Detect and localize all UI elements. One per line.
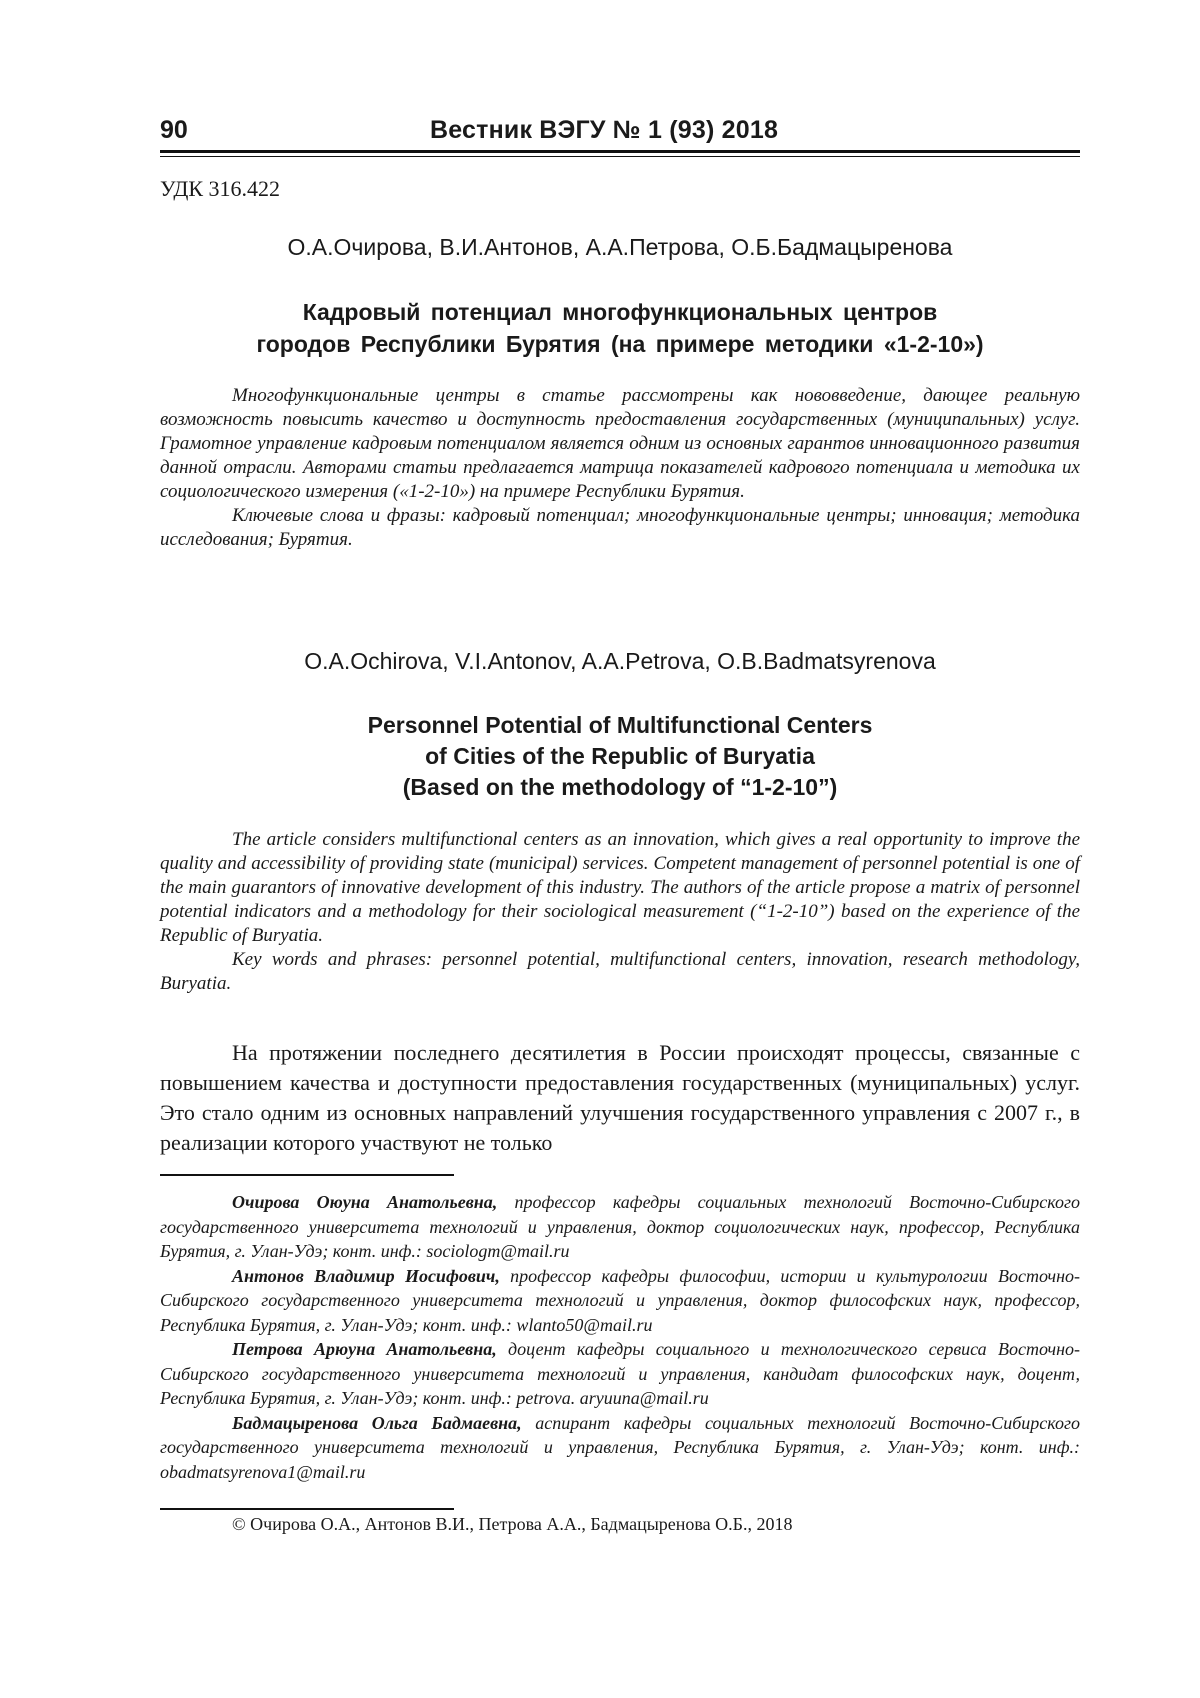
footnote-item [160, 1337, 1080, 1411]
footnote-author-name: Антонов Владимир Иосифович, [232, 1265, 500, 1286]
abstract-ru [160, 384, 1080, 552]
abstract-en-text: The article considers multifunctional centers as an innovation, which gives a real opportunity to improve the quality and accessibility of providing state (municipal) services. Competent management of personnel potential is one of the main guarantors of innovative development of this industry. The authors of the article propose a matrix of personnel potential indicators and a methodology for their sociological measurement (“1-2-10”) based on the experience of the Republic of Buryatia. [160, 829, 1080, 946]
abstract-ru-text: Многофункциональные центры в статье рассмотрены как нововведение, дающее реальную возможность повысить качество и доступность предоставления государственных (муниципальных) услуг. Грамотное управление кадровым потенциалом является одним из основных гарантов инновационного развития данной отрасли. Авторами статьи предлагается матрица показателей кадрового потенциала и методика их социологического измерения («1-2-10») на примере Республики Бурятия. [160, 385, 1080, 502]
footnote-item [160, 1411, 1080, 1485]
keywords-ru: Ключевые слова и фразы: кадровый потенциал; многофункциональные центры; инновация; методика исследования; Бурятия. [160, 505, 1080, 550]
authors-en: O.A.Ochirova, V.I.Antonov, A.A.Petrova, O.B.Badmatsyrenova [304, 648, 936, 674]
footnote-item [160, 1190, 1080, 1264]
footnote-author-info: профессор кафедры философии, истории и культурологии Восточно-Сибирского государственного университета технологий и управления, доктор философских наук, профессор, Республика Бурятия, г. Улан-Удэ; конт. инф.: wlanto50@mail.ru [160, 1265, 1080, 1335]
title-en-line: (Based on the methodology of “1-2-10”) [402, 774, 838, 800]
title-ru-line: городов Республики Бурятия (на примере методики «1-2-10») [256, 331, 984, 357]
header-rule-thick [160, 150, 1080, 153]
header-rule-thin [160, 156, 1080, 157]
copyright-separator [160, 1508, 454, 1510]
udk-code: УДК 316.422 [160, 176, 281, 201]
footnote-author-info: профессор кафедры социальных технологий Восточно-Сибирского государственного университета технологий и управления, доктор социологических наук, профессор, Республика Бурятия, г. Улан-Удэ; конт. инф.: sociologm@mail.ru [160, 1192, 1080, 1261]
authors-ru: О.А.Очирова, В.И.Антонов, А.А.Петрова, О.Б.Бадмацыренова [287, 234, 953, 260]
abstract-en [160, 828, 1080, 996]
footnote-author-name: Бадмацыренова Ольга Бадмаевна, [232, 1412, 522, 1433]
copyright-line: © Очирова О.А., Антонов В.И., Петрова А.А., Бадмацыренова О.Б., 2018 [232, 1514, 793, 1534]
author-footnotes [160, 1190, 1080, 1484]
body-text [160, 1038, 1080, 1158]
footnote-author-name: Очирова Оюуна Анатольевна, [232, 1192, 498, 1212]
running-header [160, 116, 1080, 150]
keywords-en: Key words and phrases: personnel potential, multifunctional centers, innovation, research methodology, Buryatia. [160, 949, 1080, 994]
footnote-separator [160, 1174, 454, 1176]
footnote-item [160, 1264, 1080, 1338]
title-ru-line: Кадровый потенциал многофункциональных центров [302, 299, 938, 325]
footnote-author-info: аспирант кафедры социальных технологий Восточно-Сибирского государственного университета технологий и управления, Республика Бурятия, г. Улан-Удэ; конт. инф.: obadmatsyrenova1@mail.ru [160, 1412, 1080, 1482]
article-title-en [160, 710, 1080, 803]
title-en-line: Personnel Potential of Multifunctional Centers [367, 712, 873, 738]
footnote-author-name: Петрова Арюуна Анатольевна, [232, 1339, 497, 1359]
title-en-line: of Cities of the Republic of Buryatia [425, 743, 815, 769]
footnote-author-info: доцент кафедры социального и технологического сервиса Восточно-Сибирского государственного университета технологий и управления, кандидат философских наук, доцент, Республика Бурятия, г. Улан-Удэ; конт. инф.: petrova. aryuuna@mail.ru [160, 1339, 1080, 1408]
body-paragraph: На протяжении последнего десятилетия в России происходят процессы, связанные с повышением качества и доступности предоставления государственных (муниципальных) услуг. Это стало одним из основных направлений улучшения государственного управления с 2007 г., в реализации которого участвуют не только [160, 1040, 1080, 1155]
page-number: 90 [160, 116, 188, 144]
article-title-ru [160, 296, 1080, 360]
journal-title: Вестник ВЭГУ № 1 (93) 2018 [430, 116, 779, 144]
